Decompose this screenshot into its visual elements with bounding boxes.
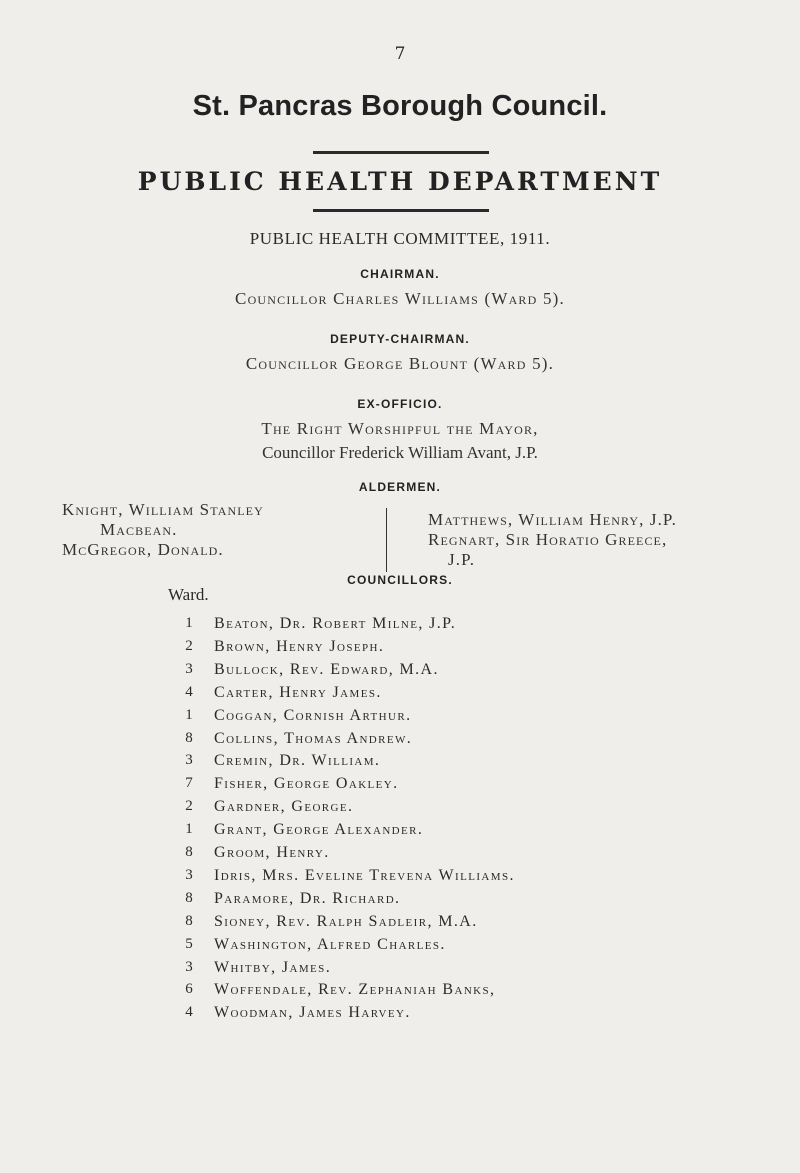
councillor-name: Woffendale, Rev. Zephaniah Banks, [214, 981, 496, 999]
councillor-row [0, 913, 800, 935]
alderman-line: Matthews, William Henry, J.P. [428, 510, 677, 529]
aldermen-heading: ALDERMEN. [358, 480, 442, 494]
alderman-line: Macbean. [100, 520, 178, 539]
councillor-row [0, 1004, 800, 1026]
councillor-ward: 2 [185, 798, 193, 815]
councillor-row [0, 936, 800, 958]
councillor-name: Coggan, Cornish Arthur. [214, 706, 412, 724]
councillor-ward: 4 [185, 1004, 193, 1021]
councillor-ward: 8 [185, 844, 193, 860]
page-number: 7 [394, 44, 406, 64]
bottom-divider [313, 209, 489, 212]
councillor-ward: 3 [185, 752, 193, 769]
councillor-row [0, 821, 800, 843]
councillor-name: Bullock, Rev. Edward, M.A. [214, 660, 439, 678]
councillor-row [0, 798, 800, 820]
councillor-ward: 7 [185, 775, 193, 792]
alderman-line: Regnart, Sir Horatio Greece, [428, 530, 668, 549]
councillor-name: Cremin, Dr. William. [214, 752, 381, 770]
councillor-name: Groom, Henry. [214, 844, 330, 861]
department-title: PUBLIC HEALTH DEPARTMENT [137, 167, 663, 196]
councillor-name: Grant, George Alexander. [214, 821, 424, 839]
councillor-name: Whitby, James. [214, 958, 332, 976]
councillor-row [0, 638, 800, 660]
councillor-row [0, 661, 800, 683]
councillor-ward: 6 [185, 981, 193, 998]
ex-officio-heading: EX-OFFICIO. [357, 397, 443, 411]
council-title: St. Pancras Borough Council. [192, 90, 608, 122]
councillor-row [0, 890, 800, 912]
councillor-ward: 8 [185, 729, 193, 746]
councillor-row [0, 959, 800, 981]
councillor-ward: 1 [185, 706, 193, 723]
councillor-ward: 3 [185, 660, 193, 677]
councillors-heading: COUNCILLORS. [347, 573, 453, 587]
councillor-ward: 4 [185, 683, 193, 700]
councillor-name: Idris, Mrs. Eveline Trevena Williams. [214, 866, 515, 884]
aldermen-left-column [62, 500, 264, 560]
councillor-ward: 8 [185, 912, 193, 929]
councillor-row [0, 615, 800, 637]
councillor-row [0, 867, 800, 889]
councillor-row [0, 844, 800, 866]
councillor-ward: 2 [185, 637, 193, 654]
councillor-ward: 1 [185, 821, 193, 838]
alderman-line: J.P. [448, 550, 476, 569]
ex-officio-line-2: Councillor Frederick William Avant, J.P. [262, 443, 538, 462]
councillor-name: Fisher, George Oakley. [214, 775, 399, 793]
ex-officio-line-1: The Right Worshipful the Mayor, [261, 419, 539, 438]
ward-column-label: Ward. [168, 585, 209, 604]
councillor-ward: 5 [185, 935, 193, 952]
chairman-heading: CHAIRMAN. [360, 267, 440, 281]
chairman-line: Councillor Charles Williams (Ward 5). [235, 289, 565, 308]
councillor-ward: 8 [185, 889, 193, 906]
councillor-ward: 1 [185, 615, 193, 631]
councillor-name: Beaton, Dr. Robert Milne, J.P. [214, 615, 457, 632]
councillor-name: Sioney, Rev. Ralph Sadleir, M.A. [214, 912, 478, 930]
councillor-name: Washington, Alfred Charles. [214, 935, 446, 953]
councillor-name: Gardner, George. [214, 798, 354, 816]
alderman-line: Knight, William Stanley [62, 500, 264, 519]
councillor-name: Carter, Henry James. [214, 683, 382, 701]
deputy-chairman-line: Councillor George Blount (Ward 5). [245, 354, 555, 373]
aldermen-right-column [428, 510, 677, 570]
councillor-name: Brown, Henry Joseph. [214, 637, 385, 655]
top-divider [313, 151, 489, 154]
councillor-row [0, 707, 800, 729]
councillor-row [0, 752, 800, 774]
councillor-row [0, 730, 800, 752]
alderman-line: McGregor, Donald. [62, 540, 224, 559]
committee-title: PUBLIC HEALTH COMMITTEE, 1911. [249, 229, 551, 248]
councillor-name: Collins, Thomas Andrew. [214, 729, 413, 747]
councillor-ward: 3 [185, 866, 193, 883]
councillor-row [0, 684, 800, 706]
councillor-ward: 3 [185, 958, 193, 975]
councillor-name: Paramore, Dr. Richard. [214, 889, 401, 907]
councillor-row [0, 981, 800, 1003]
councillor-name: Woodman, James Harvey. [214, 1004, 411, 1022]
aldermen-divider [386, 508, 387, 572]
councillor-row [0, 775, 800, 797]
deputy-chairman-heading: DEPUTY-CHAIRMAN. [330, 332, 470, 346]
